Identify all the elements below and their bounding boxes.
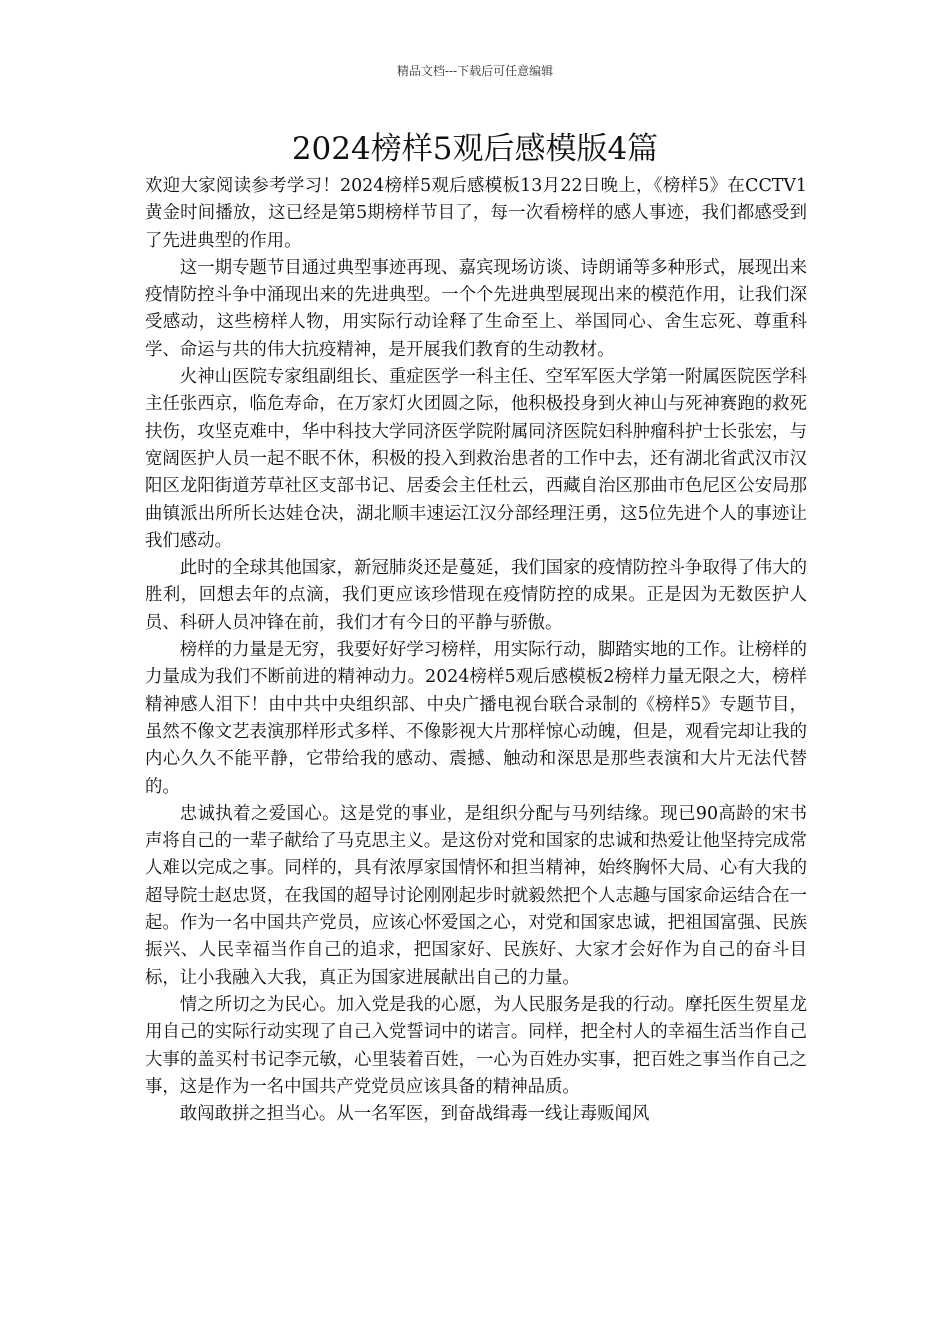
paragraph: 此时的全球其他国家，新冠肺炎还是蔓延，我们国家的疫情防控斗争取得了伟大的胜利，回想去年的点滴，我们更应该珍惜现在疫情防控的成果。正是因为无数医护人员、科研人员冲锋在前，我们才有今日的平静与骄傲。 (145, 558, 807, 633)
paragraph: 忠诚执着之爱国心。这是党的事业，是组织分配与马列结缘。现已90高龄的宋书声将自己的一辈子献给了马克思主义。是这份对党和国家的忠诚和热爱让他坚持完成常人难以完成之事。同样的，具有浓厚家国情怀和担当精神，始终胸怀大局、心有大我的超导院士赵忠贤，在我国的超导讨论刚刚起步时就毅然把个人志趣与国家命运结合在一起。作为一名中国共产党员，应该心怀爱国之心，对党和国家忠诚，把祖国富强、民族振兴、人民幸福当作自己的追求，把国家好、民族好、大家才会好作为自己的奋斗目标，让小我融入大我，真正为国家进展献出自己的力量。 (145, 803, 807, 988)
paragraph: 火神山医院专家组副组长、重症医学一科主任、空军军医大学第一附属医院医学科主任张西京，临危寿命，在万家灯火团圆之际，他积极投身到火神山与死神赛跑的救死扶伤，攻坚克难中，华中科技大学同济医学院附属同济医院妇科肿瘤科护士长张宏，与宽阔医护人员一起不眠不休，积极的投入到救治患者的工作中去，还有湖北省武汉市汉阳区龙阳街道芳草社区支部书记、居委会主任杜云，西藏自治区那曲市色尼区公安局那曲镇派出所所长达娃仓决，湖北顺丰速运江汉分部经理汪勇，这5位先进个人的事迹让我们感动。 (145, 367, 807, 551)
document-title: 2024榜样5观后感模版4篇 (291, 131, 659, 167)
paragraph: 敢闯敢拼之担当心。从一名军医，到奋战缉毒一线让毒贩闻风 (179, 1104, 650, 1125)
paragraph: 榜样的力量是无穷，我要好好学习榜样，用实际行动，脚踏实地的工作。让榜样的力量成为我们不断前进的精神动力。2024榜样5观后感模板2榜样力量无限之大，榜样精神感人泪下！由中共中央组织部、中央广播电视台联合录制的《榜样5》专题节目，虽然不像文艺表演那样形式多样、不像影视大片那样惊心动魄，但是，观看完却让我的内心久久不能平静，它带给我的感动、震撼、触动和深思是那些表演和大片无法代替的。 (145, 640, 807, 797)
document-body (145, 173, 807, 1128)
paragraph: 情之所切之为民心。加入党是我的心愿，为人民服务是我的行动。摩托医生贺星龙用自己的实际行动实现了自己入党誓词中的诺言。同样，把全村人的幸福生活当作自己大事的盖买村书记李元敏，心里装着百姓，一心为百姓办实事，把百姓之事当作自己之事，这是作为一名中国共产党党员应该具备的精神品质。 (145, 994, 807, 1097)
paragraph: 这一期专题节目通过典型事迹再现、嘉宾现场访谈、诗朗诵等多种形式，展现出来疫情防控斗争中涌现出来的先进典型。一个个先进典型展现出来的模范作用，让我们深受感动，这些榜样人物，用实际行动诠释了生命至上、举国同心、舍生忘死、尊重科学、命运与共的伟大抗疫精神，是开展我们教育的生动教材。 (145, 257, 807, 360)
document-header-note: 精品文档---下载后可任意编辑 (396, 64, 554, 78)
paragraph-intro: 欢迎大家阅读参考学习！2024榜样5观后感模板13月22日晚上，《榜样5》在CCTV1黄金时间播放，这已经是第5期榜样节目了，每一次看榜样的感人事迹，我们都感受到了先进典型的作用。 (145, 176, 807, 251)
